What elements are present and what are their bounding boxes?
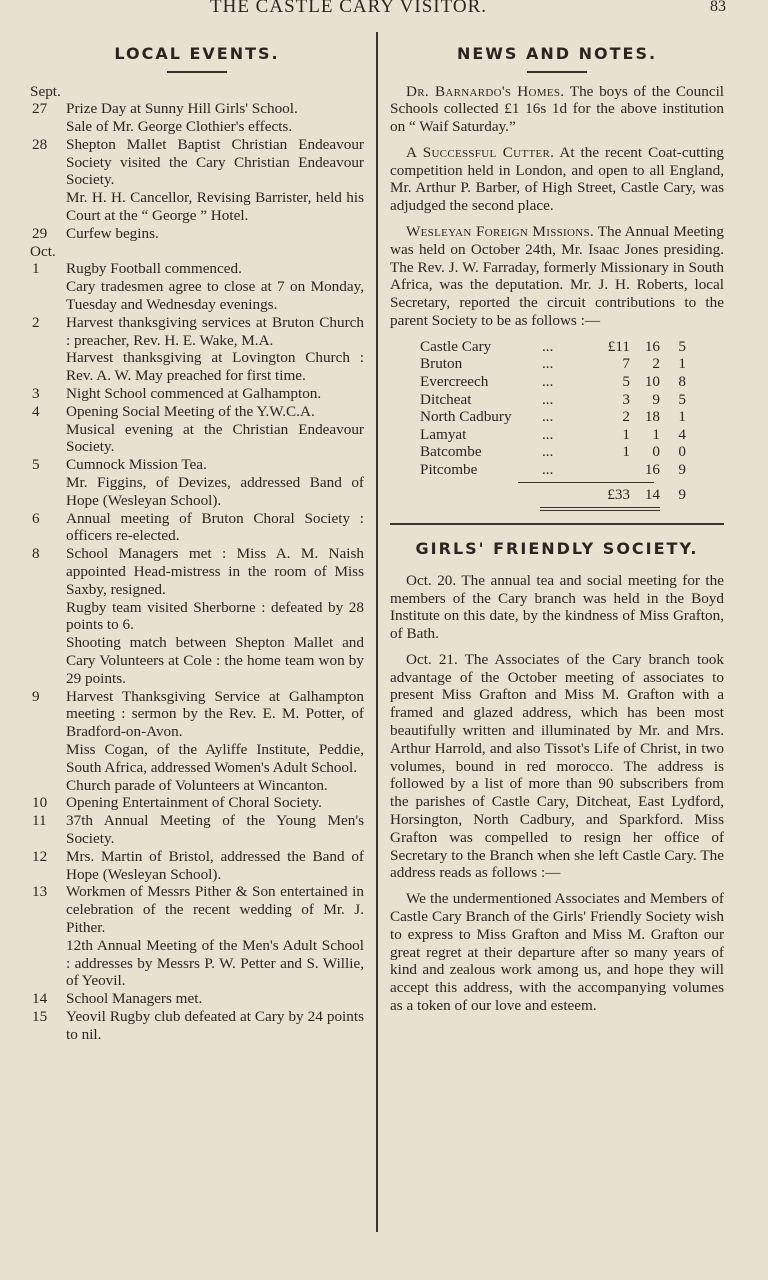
event-entry: Shooting match between Shepton Mallet and Cary Volunteers at Cole : the home team won by 29 points.	[66, 634, 364, 687]
event-day	[30, 260, 364, 313]
total-double-rule	[540, 507, 660, 511]
gfs-paragraph: We the undermentioned Associates and Members of Castle Cary Branch of the Girls' Friendly Society wish to express to Miss Grafton and Miss M. Grafton our great regret at their departure after so many years of kind and zealous work among us, and hope they will accept this address, with the accompanying volumes as a token of our love and esteem.	[390, 890, 724, 1015]
event-day	[30, 403, 364, 456]
contribution-pence: 1	[678, 355, 686, 373]
contribution-row	[420, 355, 724, 373]
contribution-row	[420, 338, 724, 356]
contribution-pence: 5	[678, 390, 686, 408]
heading-rule	[167, 71, 227, 73]
event-entry: Curfew begins.	[66, 224, 159, 242]
total-shillings: 14	[644, 485, 660, 503]
event-entry: Sale of Mr. George Clothier's effects.	[66, 118, 293, 136]
contribution-leader: ...	[542, 408, 554, 426]
contribution-row	[420, 461, 724, 479]
event-entry: Mr. H. H. Cancellor, Revising Barrister, held his Court at the “ George ” Hotel.	[66, 189, 364, 225]
event-entry: Rugby team visited Sherborne : defeated by 28 points to 6.	[66, 598, 364, 634]
event-entry: Prize Day at Sunny Hill Girls' School.	[66, 100, 298, 118]
contribution-row	[420, 373, 724, 391]
event-entry: 37th Annual Meeting of the Young Men's Society.	[66, 812, 364, 847]
day-entries	[66, 260, 364, 313]
day-entries	[66, 990, 364, 1008]
event-entry: Church parade of Volunteers at Wincanton.	[66, 776, 328, 794]
day-entries	[66, 403, 364, 456]
day-number: 10	[32, 794, 48, 812]
day-entries	[66, 848, 364, 884]
contribution-shillings: 18	[644, 408, 660, 426]
event-entry: Opening Social Meeting of the Y.W.C.A.	[66, 402, 315, 420]
day-entries	[66, 688, 364, 795]
event-entry: School Managers met : Miss A. M. Naish appointed Head-mistress in the room of Miss Saxby, resigned.	[66, 545, 364, 598]
right-column	[390, 44, 724, 1023]
day-number: 1	[32, 260, 40, 278]
event-entry: Night School commenced at Galhampton.	[66, 385, 322, 403]
event-list	[30, 83, 364, 1044]
day-entries	[66, 812, 364, 848]
news-heading: NEWS AND NOTES.	[456, 44, 658, 63]
day-number: 11	[32, 812, 47, 830]
gfs-paragraph: Oct. 20. The annual tea and social meeting for the members of the Cary branch was held in the Boyd Institute on this date, by the kindness of Miss Grafton, of Bath.	[390, 571, 724, 643]
event-entry: Opening Entertainment of Choral Society.	[66, 794, 322, 812]
month-label: Oct.	[30, 242, 56, 260]
contribution-place: Evercreech	[420, 373, 489, 391]
day-number: 12	[32, 847, 48, 865]
news-item	[390, 83, 724, 136]
contribution-place: Batcombe	[420, 443, 482, 461]
event-day	[30, 100, 364, 136]
news-item	[390, 144, 724, 215]
contribution-pence: 1	[678, 408, 686, 426]
day-entries	[66, 100, 364, 136]
contribution-pounds	[588, 461, 630, 479]
contribution-leader: ...	[542, 461, 554, 479]
contribution-place: Castle Cary	[420, 337, 492, 355]
day-number: 15	[32, 1007, 48, 1025]
event-day	[30, 1008, 364, 1044]
contribution-shillings: 1	[652, 425, 660, 443]
contributions-table	[420, 338, 724, 479]
event-day	[30, 385, 364, 403]
day-number: 8	[32, 545, 40, 563]
event-day	[30, 545, 364, 687]
news-item-lead: Dr. Barnardo's Homes.	[406, 82, 565, 100]
contribution-place: Ditcheat	[420, 390, 472, 408]
gfs-heading: GIRLS' FRIENDLY SOCIETY.	[415, 538, 699, 558]
day-number: 3	[32, 385, 40, 403]
news-item-lead: Wesleyan Foreign Missions.	[406, 223, 594, 241]
total-pounds: £33	[607, 485, 630, 503]
contribution-shillings: 16	[644, 337, 660, 355]
contribution-leader: ...	[542, 443, 554, 461]
column-divider	[376, 32, 378, 1232]
contribution-pounds: 1	[622, 425, 630, 443]
event-entry: Annual meeting of Bruton Choral Society : officers re-elected.	[66, 509, 364, 545]
contribution-row	[420, 426, 724, 444]
day-entries	[66, 225, 364, 243]
news-items	[390, 83, 724, 330]
contribution-row	[420, 391, 724, 409]
day-number: 13	[32, 883, 48, 901]
day-entries	[66, 385, 364, 403]
contribution-shillings: 16	[644, 461, 660, 479]
event-day	[30, 794, 364, 812]
news-item-text: The Annual Meeting was held on October 24th, Mr. Isaac Jones presiding. The Rev. J. W. Farraday, formerly Missionary in South Africa, was the deputation. Mr. J. H. Roberts, local Secretary, reported the circuit contributions to the parent Society to be as follows :—	[390, 223, 724, 330]
gfs-paragraph: Oct. 21. The Associates of the Cary branch took advantage of the October meeting of associates to present Miss Grafton and Miss M. Grafton with a framed and glazed address, which has been most beautifully written and illuminated by Mr. and Mrs. Arthur Harrold, and also Tissot's Life of Christ, in two volumes, bound in red morocco. The address is followed by a list of more than 90 subscribers from the parishes of Castle Cary, Ditcheat, East Lydford, Horsington, North Cadbury, and Sparkford. Miss Grafton was compelled to resign her office of Secretary to the Branch when she left Castle Cary. The address reads as follows :—	[390, 650, 724, 882]
news-item	[390, 223, 724, 330]
total-pence: 9	[678, 485, 686, 503]
day-number: 2	[32, 313, 40, 331]
contribution-leader: ...	[542, 355, 554, 373]
day-entries	[66, 794, 364, 812]
day-number: 27	[32, 100, 48, 118]
event-day	[30, 314, 364, 385]
news-item-text: The boys of the Council Schools collected £1 16s 1d for the above institution on “ Waif Saturday.”	[390, 82, 725, 136]
contribution-pence: 5	[678, 337, 686, 355]
contribution-pence: 4	[678, 425, 686, 443]
contributions-total	[420, 486, 724, 504]
month-label: Sept.	[30, 82, 61, 100]
running-head	[0, 0, 768, 22]
event-entry: Shepton Mallet Baptist Christian Endeavour Society visited the Cary Christian Endeavour Society.	[66, 135, 364, 189]
day-number: 6	[32, 509, 40, 527]
event-entry: Harvest thanksgiving at Lovington Church : Rev. A. W. May preached for first time.	[66, 349, 364, 385]
day-number: 9	[32, 687, 40, 705]
contribution-place: Bruton	[420, 355, 463, 373]
event-entry: Mr. Figgins, of Devizes, addressed Band of Hope (Wesleyan School).	[66, 474, 364, 509]
event-entry: Mrs. Martin of Bristol, addressed the Band of Hope (Wesleyan School).	[66, 847, 364, 883]
day-number: 14	[32, 990, 48, 1008]
event-entry: Workmen of Messrs Pither & Son entertained in celebration of the recent wedding of Mr. J. Pither.	[66, 883, 364, 936]
day-entries	[66, 1008, 364, 1044]
running-title: THE CASTLE CARY VISITOR.	[210, 0, 488, 17]
day-number: 5	[32, 456, 40, 474]
contribution-leader: ...	[542, 337, 554, 355]
contribution-row	[420, 443, 724, 461]
contribution-pounds: 7	[622, 355, 630, 373]
contribution-shillings: 10	[644, 373, 660, 391]
contribution-shillings: 0	[652, 443, 660, 461]
contribution-row	[420, 408, 724, 426]
event-day	[30, 990, 364, 1008]
day-entries	[66, 136, 364, 225]
contribution-pence: 0	[678, 443, 686, 461]
total-rule	[518, 482, 654, 483]
day-number: 29	[32, 224, 48, 242]
page-number: 83	[710, 0, 726, 15]
news-item-text: At the recent Coat-cutting competition held in London, and open to all England, Mr. Arthur P. Barber, of High Street, Castle Cary, was adjudged the second place.	[390, 143, 725, 215]
event-day	[30, 688, 364, 795]
contribution-pounds: £11	[607, 337, 630, 355]
event-entry: School Managers met.	[66, 990, 203, 1008]
event-day	[30, 812, 364, 848]
heading-rule	[527, 71, 587, 73]
contribution-pence: 9	[678, 461, 686, 479]
contribution-pence: 8	[678, 373, 686, 391]
contribution-shillings: 9	[652, 390, 660, 408]
day-entries	[66, 510, 364, 546]
event-day	[30, 456, 364, 509]
local-events-heading: LOCAL EVENTS.	[114, 44, 280, 63]
event-day	[30, 136, 364, 225]
contribution-pounds: 3	[622, 390, 630, 408]
event-entry: Rugby Football commenced.	[66, 260, 242, 278]
event-day	[30, 510, 364, 546]
event-day	[30, 883, 364, 990]
contribution-place: Lamyat	[420, 425, 467, 443]
event-entry: Harvest Thanksgiving Service at Galhampton meeting : sermon by the Rev. E. M. Potter, of Bradford-on-Avon.	[66, 687, 364, 741]
contribution-leader: ...	[542, 425, 554, 443]
news-item-lead: A Successful Cutter.	[406, 143, 555, 161]
event-entry: 12th Annual Meeting of the Men's Adult School : addresses by Messrs P. W. Petter and S. Willie, of Yeovil.	[66, 936, 364, 990]
contribution-leader: ...	[542, 390, 554, 408]
event-entry: Cary tradesmen agree to close at 7 on Monday, Tuesday and Wednesday evenings.	[66, 278, 364, 314]
contribution-shillings: 2	[652, 355, 660, 373]
day-entries	[66, 456, 364, 509]
event-entry: Musical evening at the Christian Endeavour Society.	[66, 420, 364, 456]
contribution-pounds: 2	[622, 408, 630, 426]
event-day	[30, 225, 364, 243]
event-entry: Miss Cogan, of the Ayliffe Institute, Peddie, South Africa, addressed Women's Adult School.	[66, 740, 364, 776]
local-events-column	[30, 44, 364, 1044]
day-entries	[66, 883, 364, 990]
day-number: 4	[32, 402, 40, 420]
section-divider	[390, 523, 724, 525]
contribution-place: North Cadbury	[420, 408, 512, 426]
contribution-pounds: 5	[622, 373, 630, 391]
contribution-leader: ...	[542, 373, 554, 391]
event-entry: Cumnock Mission Tea.	[66, 456, 207, 474]
event-day	[30, 848, 364, 884]
gfs-paragraphs	[390, 572, 724, 1015]
contribution-pounds: 1	[622, 443, 630, 461]
event-entry: Yeovil Rugby club defeated at Cary by 24 points to nil.	[66, 1007, 364, 1043]
day-number: 28	[32, 135, 48, 153]
event-entry: Harvest thanksgiving services at Bruton Church : preacher, Rev. H. E. Wake, M.A.	[66, 313, 364, 349]
day-entries	[66, 314, 364, 385]
contribution-place: Pitcombe	[420, 461, 478, 479]
day-entries	[66, 545, 364, 687]
